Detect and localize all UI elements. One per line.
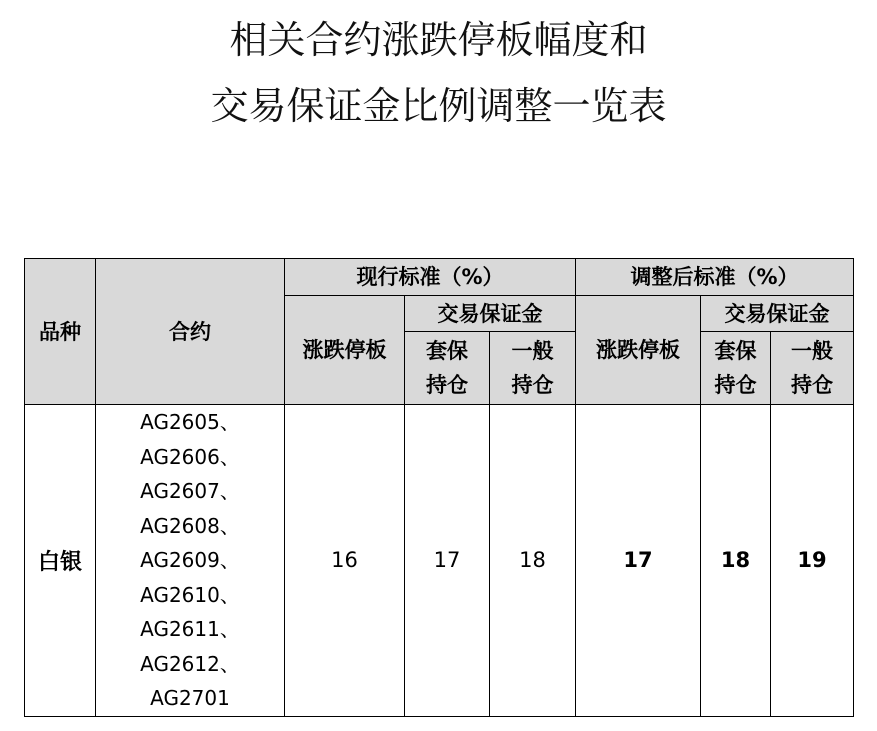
- header-current-hedge-line2: 持仓: [426, 373, 468, 397]
- header-adjusted-spec-line1: 一般: [791, 339, 834, 363]
- table-row: [25, 405, 854, 717]
- header-adjusted-price-limit: 涨跌停板: [576, 296, 701, 405]
- header-adjusted-spec: [771, 332, 854, 405]
- header-adjusted-margin: 交易保证金: [701, 296, 854, 332]
- header-current-price-limit: 涨跌停板: [285, 296, 405, 405]
- cell-adjusted-price-limit: 17: [576, 405, 701, 717]
- contract-item: AG2605、: [140, 410, 240, 434]
- contract-item: AG2608、: [140, 513, 240, 538]
- page-title-line2: 交易保证金比例调整一览表: [210, 84, 667, 128]
- header-contract: 合约: [96, 259, 285, 405]
- cell-variety: 白银: [25, 405, 96, 717]
- page-title-line1: 相关合约涨跌停板幅度和: [229, 18, 648, 62]
- contract-item: AG2701: [150, 686, 230, 710]
- header-current-spec: [490, 332, 576, 405]
- cell-adjusted-hedge-margin: 18: [701, 405, 771, 717]
- header-adjusted-hedge-line1: 套保: [714, 339, 757, 363]
- header-adjusted-hedge-line2: 持仓: [714, 373, 757, 397]
- header-current-spec-line2: 持仓: [511, 373, 554, 397]
- adjustment-table: [24, 258, 854, 717]
- cell-current-price-limit: 16: [285, 405, 405, 717]
- cell-current-hedge-margin: 17: [405, 405, 490, 717]
- header-adjusted-hedge: [701, 332, 771, 405]
- cell-contracts: [96, 405, 285, 717]
- cell-current-spec-margin: 18: [490, 405, 576, 717]
- contract-item: AG2611、: [140, 617, 240, 641]
- cell-adjusted-spec-margin: 19: [771, 405, 854, 717]
- header-adjusted-spec-line2: 持仓: [791, 373, 834, 397]
- header-adjusted-standard: 调整后标准（%）: [576, 259, 854, 296]
- header-variety: 品种: [25, 259, 96, 405]
- header-current-spec-line1: 一般: [511, 339, 554, 363]
- header-current-margin: 交易保证金: [405, 296, 576, 332]
- header-current-hedge: [405, 332, 490, 405]
- contract-item: AG2606、: [140, 444, 240, 469]
- contract-item: AG2609、: [140, 548, 240, 572]
- contract-item: AG2610、: [140, 582, 240, 607]
- contract-item: AG2612、: [140, 651, 240, 676]
- contract-item: AG2607、: [140, 479, 240, 503]
- header-current-hedge-line1: 套保: [426, 339, 468, 363]
- header-current-standard: 现行标准（%）: [285, 259, 576, 296]
